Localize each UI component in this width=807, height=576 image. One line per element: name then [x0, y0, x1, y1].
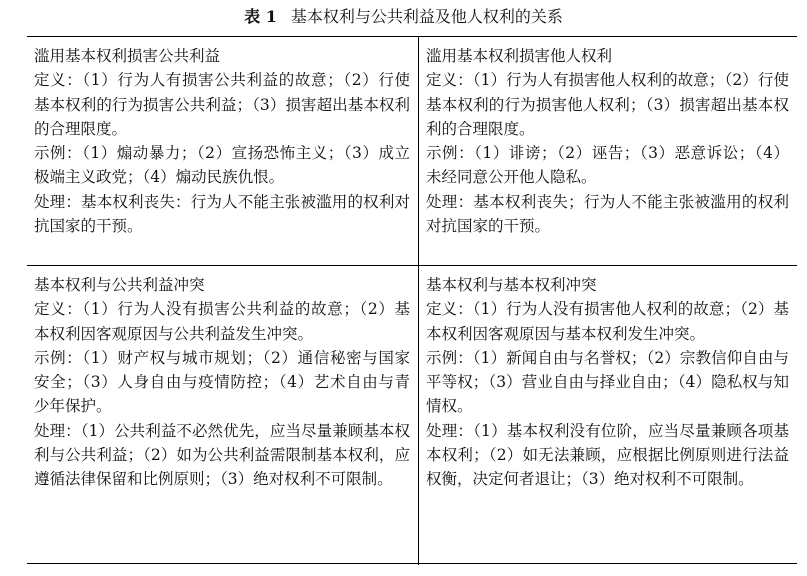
cell-abuse-public-interest	[27, 37, 419, 266]
cell-title: 滥用基本权利损害他人权利	[426, 47, 613, 65]
cell-handling: 处理：基本权利丧失；行为人不能主张被滥用的权利对抗国家的干预。	[426, 192, 789, 236]
cell-conflict-basic-rights	[419, 266, 797, 565]
cell-title: 基本权利与基本权利冲突	[426, 276, 597, 294]
cell-definition: 定义：（1）行为人有损害他人权利的故意；（2）行使基本权利的行为损害他人权利；（3）损害超出基本权利的合理限度。	[426, 71, 789, 138]
relation-table	[27, 36, 797, 564]
cell-conflict-public-interest	[27, 266, 419, 565]
cell-examples: 示例：（1）财产权与城市规划；（2）通信秘密与国家安全；（3）人身自由与疫情防控；（4）艺术自由与青少年保护。	[34, 348, 410, 416]
cell-abuse-others-rights	[419, 37, 797, 266]
cell-handling: 处理：（1）基本权利没有位阶，应当尽量兼顾各项基本权利；（2）如无法兼顾，应根据比例原则进行法益权衡，决定何者退让；（3）绝对权利不可限制。	[426, 421, 789, 489]
cell-handling: 处理：（1）公共利益不必然优先，应当尽量兼顾基本权利与公共利益；（2）如为公共利益需限制基本权利，应遵循法律保留和比例原则；（3）绝对权利不可限制。	[34, 421, 410, 489]
cell-examples: 示例：（1）新闻自由与名誉权；（2）宗教信仰自由与平等权；（3）营业自由与择业自由；（4）隐私权与知情权。	[426, 348, 789, 416]
table-caption	[0, 6, 807, 28]
cell-handling: 处理：基本权利丧失：行为人不能主张被滥用的权利对抗国家的干预。	[34, 192, 410, 236]
table-title: 基本权利与公共利益及他人权利的关系	[290, 7, 563, 26]
table-number: 表 1	[244, 7, 277, 26]
cell-examples: 示例：（1）诽谤；（2）诬告；（3）恶意诉讼；（4）未经同意公开他人隐私。	[426, 144, 789, 187]
cell-examples: 示例：（1）煽动暴力；（2）宣扬恐怖主义；（3）成立极端主义政党；（4）煽动民族仇恨。	[34, 144, 410, 187]
cell-title: 基本权利与公共利益冲突	[34, 276, 205, 294]
cell-definition: 定义：（1）行为人有损害公共利益的故意；（2）行使基本权利的行为损害公共利益；（3）损害超出基本权利的合理限度。	[34, 71, 410, 138]
cell-definition: 定义：（1）行为人没有损害他人权利的故意；（2）基本权利因客观原因与基本权利发生冲突。	[426, 300, 789, 343]
cell-title: 滥用基本权利损害公共利益	[34, 47, 221, 65]
cell-definition: 定义：（1）行为人没有损害公共利益的故意；（2）基本权利因客观原因与公共利益发生冲突。	[34, 300, 410, 343]
